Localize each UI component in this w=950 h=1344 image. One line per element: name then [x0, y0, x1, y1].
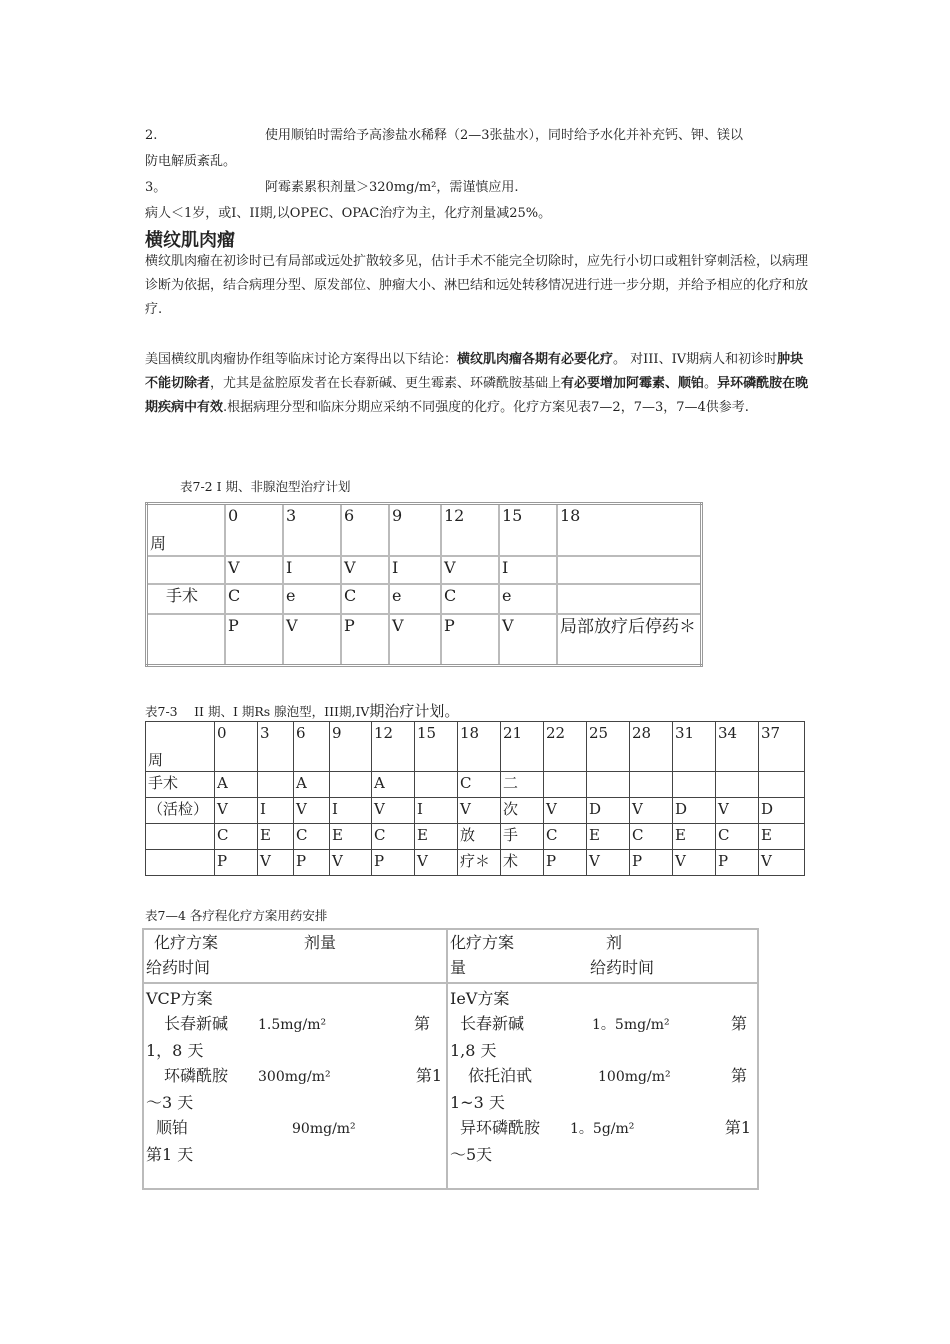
table-cell: 0 [225, 504, 283, 556]
table-cell: 局部放疗后停药＊ [557, 614, 702, 666]
table-cell: 22 [544, 722, 587, 772]
table-cell: C [294, 824, 330, 850]
table3-caption: 表7—4 各疗程化疗方案用药安排 [145, 908, 328, 923]
table2-caption: 表7-3 II 期、I 期Rs 腺泡型，III期,IV期治疗计划。 [145, 702, 460, 720]
table-cell: V [458, 798, 501, 824]
table-cell: C [544, 824, 587, 850]
table-cell [146, 850, 215, 876]
table-cell: 手术 [146, 772, 215, 798]
table-cell: E [258, 824, 294, 850]
table-cell: I [415, 798, 458, 824]
vcp-regimen: VCP方案 长春新碱 1.5mg/m² 第 1，8 天 环磷酰胺 300mg/m² 第1 ～3 天 顺铂 90mg/m² 第1 天 [143, 983, 447, 1189]
table-cell [415, 772, 458, 798]
table-row [146, 850, 805, 876]
table-cell: V [759, 850, 805, 876]
table-cell: P [341, 614, 389, 666]
table-cell [330, 772, 372, 798]
table-row [143, 983, 758, 1189]
table-cell: V [225, 556, 283, 584]
table-cell: V [587, 850, 630, 876]
table-cell [716, 772, 759, 798]
table-cell: C [630, 824, 673, 850]
table-cell: 次 [501, 798, 544, 824]
table-cell [630, 772, 673, 798]
table-row [146, 824, 805, 850]
table-cell: A [215, 772, 258, 798]
table-cell: V [372, 798, 415, 824]
table-cell: C [341, 584, 389, 614]
paragraph-2: 美国横纹肌肉瘤协作组等临床讨论方案得出以下结论：横纹肌肉瘤各期有必要化疗。 对III、IV期病人和初诊时肿块不能切除者，尤其是盆腔原发者在长春新碱、更生霉素、环磷酰胺基础上有必要增加阿霉素、顺铂。异环磷酰胺在晚期疾病中有效.根据病理分型和临床分期应采纳不同强度的化疗。化疗方案见表7—2，7—3，7—4供参考. [145, 352, 809, 415]
table-cell: D [587, 798, 630, 824]
table-cell: A [372, 772, 415, 798]
table-cell: C [441, 584, 499, 614]
week-label: 周 [147, 504, 226, 556]
table-cell [557, 584, 702, 614]
note-2: 2. 使用顺铂时需给予高渗盐水稀释（2—3张盐水），同时给予水化并补充钙、钾、镁以 [145, 128, 744, 143]
table-cell: V [673, 850, 716, 876]
table-cell: e [499, 584, 557, 614]
table-cell: P [372, 850, 415, 876]
table-cell: V [499, 614, 557, 666]
table-cell: 25 [587, 722, 630, 772]
table-cell: 6 [341, 504, 389, 556]
table-cell: V [330, 850, 372, 876]
table-cell: 手 [501, 824, 544, 850]
table-cell: C [225, 584, 283, 614]
table-row [147, 614, 702, 666]
header-left: 化疗方案 剂量 给药时间 [143, 929, 447, 983]
iev-regimen: IeV方案 长春新碱 1。5mg/m² 第 1,8 天 依托泊甙 100mg/m² 第 1~3 天 异环磷酰胺 1。5g/m² 第1 ～5天 [447, 983, 758, 1189]
table-cell: 21 [501, 722, 544, 772]
table-cell: 9 [389, 504, 441, 556]
table-cell: P [215, 850, 258, 876]
table-cell: V [716, 798, 759, 824]
table-cell: P [630, 850, 673, 876]
table-cell: I [499, 556, 557, 584]
table-row [147, 584, 702, 614]
table-cell: 12 [441, 504, 499, 556]
table-cell: 疗＊ [458, 850, 501, 876]
table-cell [587, 772, 630, 798]
table-cell: E [330, 824, 372, 850]
table-7-2 [145, 502, 703, 667]
table-7-4 [142, 928, 759, 1190]
table-cell: 15 [499, 504, 557, 556]
table-row [147, 556, 702, 584]
table-cell: 37 [759, 722, 805, 772]
paragraph-1: 横纹肌肉瘤在初诊时已有局部或远处扩散较多见，估计手术不能完全切除时，应先行小切口或粗针穿刺活检，以病理诊断为依据，结合病理分型、原发部位、肿瘤大小、淋巴结和远处转移情况进行进一步分期，并给予相应的化疗和放疗. [145, 254, 809, 317]
table-cell: A [294, 772, 330, 798]
table-cell: 31 [673, 722, 716, 772]
table-cell: 二 [501, 772, 544, 798]
table-cell: I [258, 798, 294, 824]
table-cell: 3 [283, 504, 341, 556]
table-cell: 34 [716, 722, 759, 772]
table-cell: 15 [415, 722, 458, 772]
table-row [143, 929, 758, 983]
table-cell: V [283, 614, 341, 666]
table-cell: V [215, 798, 258, 824]
table-cell: P [544, 850, 587, 876]
table-cell: V [389, 614, 441, 666]
table-cell: E [587, 824, 630, 850]
table-cell: e [283, 584, 341, 614]
note-2-cont: 防电解质紊乱。 [145, 154, 237, 169]
table-cell: D [673, 798, 716, 824]
table-cell [147, 556, 226, 584]
table-cell: 周 [146, 722, 215, 772]
table-cell: 12 [372, 722, 415, 772]
surgery-label: 手术 [147, 584, 226, 614]
table-cell: V [441, 556, 499, 584]
table-cell: P [225, 614, 283, 666]
table-cell [759, 772, 805, 798]
table-cell: 18 [557, 504, 702, 556]
table-cell [673, 772, 716, 798]
table-cell: C [458, 772, 501, 798]
table-cell: V [415, 850, 458, 876]
table-cell: E [759, 824, 805, 850]
table-row [146, 772, 805, 798]
note-4: 病人＜1岁，或I、II期,以OPEC、OPAC治疗为主，化疗剂量减25%。 [145, 206, 552, 221]
table-cell: e [389, 584, 441, 614]
table-cell: E [673, 824, 716, 850]
table-cell: P [441, 614, 499, 666]
table-cell: I [283, 556, 341, 584]
table-cell: 术 [501, 850, 544, 876]
table-cell: C [372, 824, 415, 850]
table-cell: C [716, 824, 759, 850]
note-3: 3。 阿霉素累积剂量＞320mg/m²，需谨慎应用. [145, 180, 519, 195]
table-row [147, 504, 702, 556]
table-cell: 6 [294, 722, 330, 772]
table-cell: 28 [630, 722, 673, 772]
section-title: 横纹肌肉瘤 [145, 230, 235, 251]
table-cell: I [389, 556, 441, 584]
table-cell: P [716, 850, 759, 876]
table-cell: D [759, 798, 805, 824]
table-cell [544, 772, 587, 798]
table-cell [146, 824, 215, 850]
header-right: 化疗方案 剂 量 给药时间 [447, 929, 758, 983]
table-cell: 9 [330, 722, 372, 772]
table-cell: C [215, 824, 258, 850]
table-row [146, 798, 805, 824]
table-cell: V [341, 556, 389, 584]
table-cell: V [258, 850, 294, 876]
table1-caption: 表7-2 I 期、非腺泡型治疗计划 [180, 479, 351, 494]
table-cell [147, 614, 226, 666]
table-cell: （活检） [146, 798, 215, 824]
table-cell: 18 [458, 722, 501, 772]
table-cell: E [415, 824, 458, 850]
table-cell: 放 [458, 824, 501, 850]
table-cell: V [544, 798, 587, 824]
table-7-3 [145, 721, 805, 876]
table-cell: 0 [215, 722, 258, 772]
table-row [146, 722, 805, 772]
table-cell: I [330, 798, 372, 824]
table-cell [258, 772, 294, 798]
table-cell: 3 [258, 722, 294, 772]
table-cell: V [630, 798, 673, 824]
table-cell: V [294, 798, 330, 824]
table-cell [557, 556, 702, 584]
table-cell: P [294, 850, 330, 876]
